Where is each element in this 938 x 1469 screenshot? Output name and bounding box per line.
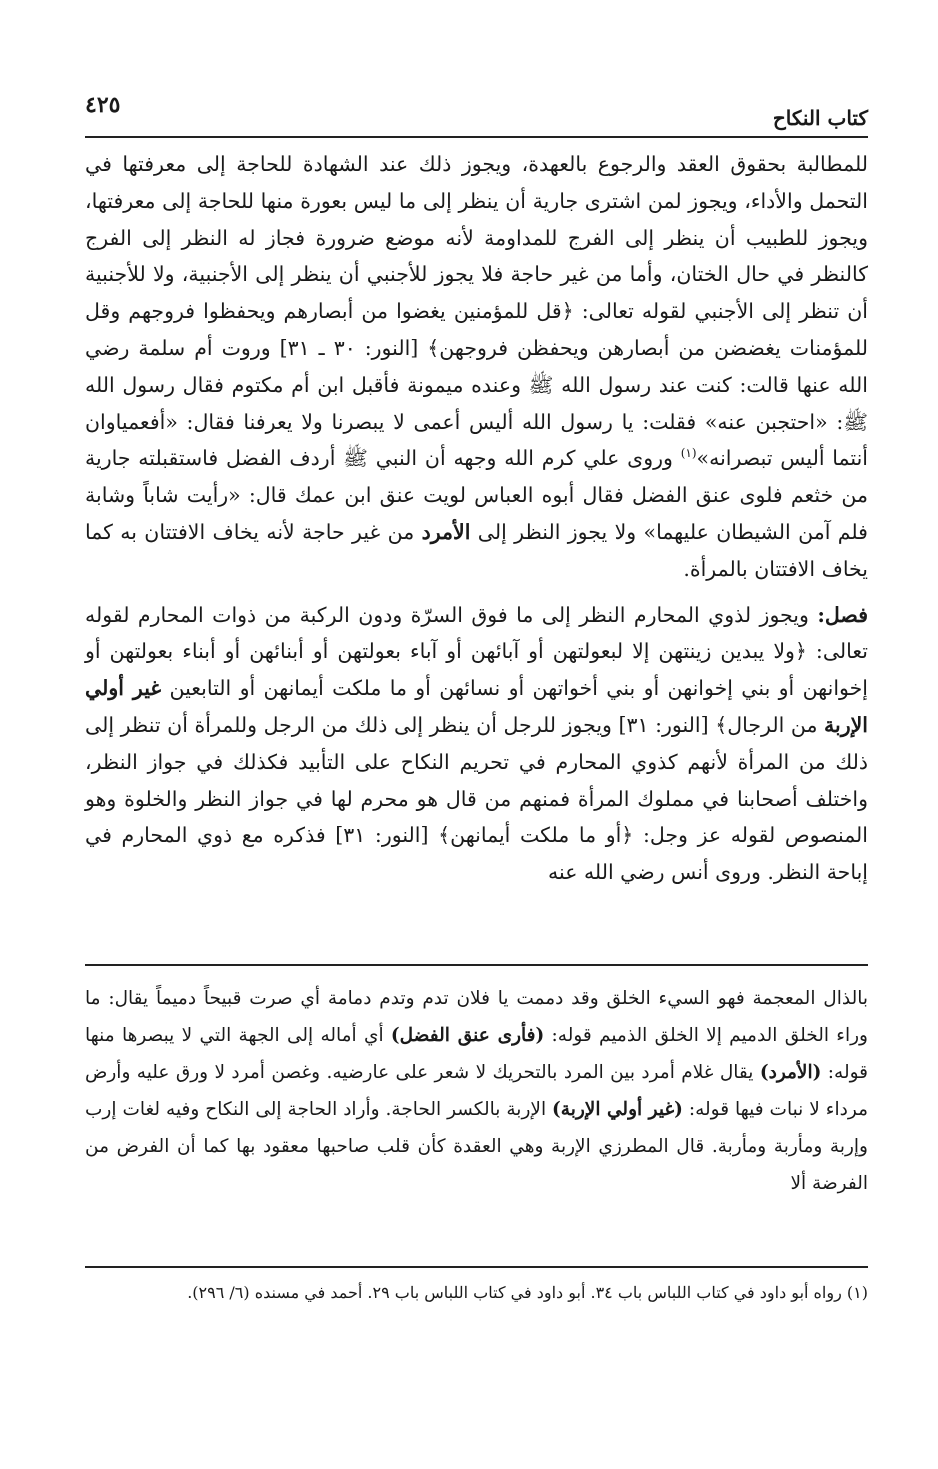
text-run: بالذال المعجمة فهو السيء الخلق وقد دممت يا فلان تدم وتدم دمامة أي صرت قبيحاً دميماً يقال: ما وراء الخلق الدميم إلا الخلق الذميم قوله: (85, 988, 868, 1046)
text-run: من الرجال﴾ [النور: ٣١] ويجوز للرجل أن ينظر إلى ذلك من الرجل وللمرأة أن تنظر إلى ذلك من المرأة لأنهم كذوي المحارم في تحريم النكاح على التأبيد فكذلك في جواز النظر، واختلف أصحابنا في مملوك المرأة فمنهم من قال هو محرم لها في جواز النظر والخلوة وهو المنصوص لقوله عز وجل: ﴿أو ما ملكت أيمانهن﴾ [النور: ٣١] فذكره مع ذوي المحارم في إباحة النظر. وروى أنس رضي الله عنه (85, 712, 868, 885)
footnote: (١) رواه أبو داود في كتاب اللباس باب ٣٤. أبو داود في كتاب اللباس باب ٢٩. أحمد في مسنده (٦/ ٢٩٦). (187, 1283, 868, 1302)
page-number: ٤٢٥ (85, 92, 121, 118)
running-title: كتاب النكاح (772, 106, 868, 130)
text-run: للمطالبة بحقوق العقد والرجوع بالعهدة، ويجوز ذلك عند الشهادة للحاجة إلى معرفتها في التحمل والأداء، ويجوز لمن اشترى جارية أن ينظر إلى ما ليس بعورة منها للحاجة إلى معرفتها، ويجوز للطبيب أن ينظر إلى الفرج للمداومة لأنه موضع ضرورة فجاز له النظر إلى الفرج كالنظر في حال الختان، وأما من غير حاجة فلا يجوز للأجنبي أن ينظر إلى الأجنبية، ولا للأجنبية أن تنظر إلى الأجنبي لقوله تعالى: ﴿قل للمؤمنين يغضوا من أبصارهم ويحفظوا فروجهم وقل للمؤمنات يغضضن من أبصارهن ويحفظن فروجهن﴾ [النور: ٣٠ ـ ٣١] وروت أم سلمة رضي الله عنها قالت: كنت عند رسول الله ﷺ وعنده ميمونة فأقبل ابن أم مكتوم فقال رسول الله ﷺ: «احتجبن عنه» فقلت: يا رسول الله أليس أعمى لا يبصرنا ولا يعرفنا فقال: «أفعمياوان أنتما أليس تبصرانه» (85, 152, 868, 471)
keyword: غير أولي الإربة (85, 676, 868, 737)
keyword: (فأرى عنق الفضل) (390, 1025, 545, 1046)
text-run: من غير حاجة لأنه يخاف الافتتان به كما يخاف الافتتان بالمرأة. (85, 519, 868, 581)
commentary-text (85, 980, 868, 1202)
text-run: وروى علي كرم الله وجهه أن النبي ﷺ أردف الفضل فاستقبلته جارية من خثعم فلوى عنق الفضل فقال أبوه العباس لويت عنق ابن عمك قال: «رأيت شاباً وشابة فلم آمن الشيطان عليهما» ولا يجوز النظر إلى (85, 446, 868, 544)
commentary-divider (85, 964, 868, 966)
main-text (85, 146, 868, 891)
text-run: ويجوز لذوي المحارم النظر إلى ما فوق السرّة ودون الركبة من ذوات المحارم لقوله تعالى: ﴿ولا يبدين زينتهن إلا لبعولتهن أو آبائهن أو آباء بعولتهن أو أبنائهن أو أبناء بعولتهن أو إخوانهن أو بني إخوانهن أو بني أخواتهن أو نسائهن أو ما ملكت أيمانهن أو التابعين (85, 602, 868, 701)
header-divider (85, 136, 868, 138)
keyword: الأمرد (421, 519, 471, 544)
footnote-divider (85, 1266, 868, 1268)
footnotes (85, 1278, 868, 1308)
keyword: (الأمرد) (759, 1062, 822, 1083)
main-paragraph (85, 146, 868, 588)
page-header (85, 92, 868, 136)
section-heading: فصل: (817, 602, 868, 627)
text-run: يقال غلام أمرد بين المرد بالتحريك لا شعر على عارضيه. وغصن أمرد لا ورق عليه وأرض مرداء لا نبات فيها قوله: (85, 1062, 868, 1120)
section-paragraph (85, 597, 868, 891)
text-run: الإربة بالكسر الحاجة. وأراد الحاجة إلى النكاح وفيه لغات إرب وإربة ومأربة ومأربة. قال المطرزي الإربة وهي العقدة كأن قلب صاحبها معقود بها كما أن الفرض من الفرضة ألا (85, 1099, 868, 1194)
keyword: (غير أولي الإربة) (552, 1099, 683, 1120)
footnote-reference: (١) (680, 446, 697, 461)
commentary-paragraph (85, 980, 868, 1202)
text-run: أي أماله إلى الجهة التي لا يبصرها منها قوله: (85, 1025, 868, 1083)
